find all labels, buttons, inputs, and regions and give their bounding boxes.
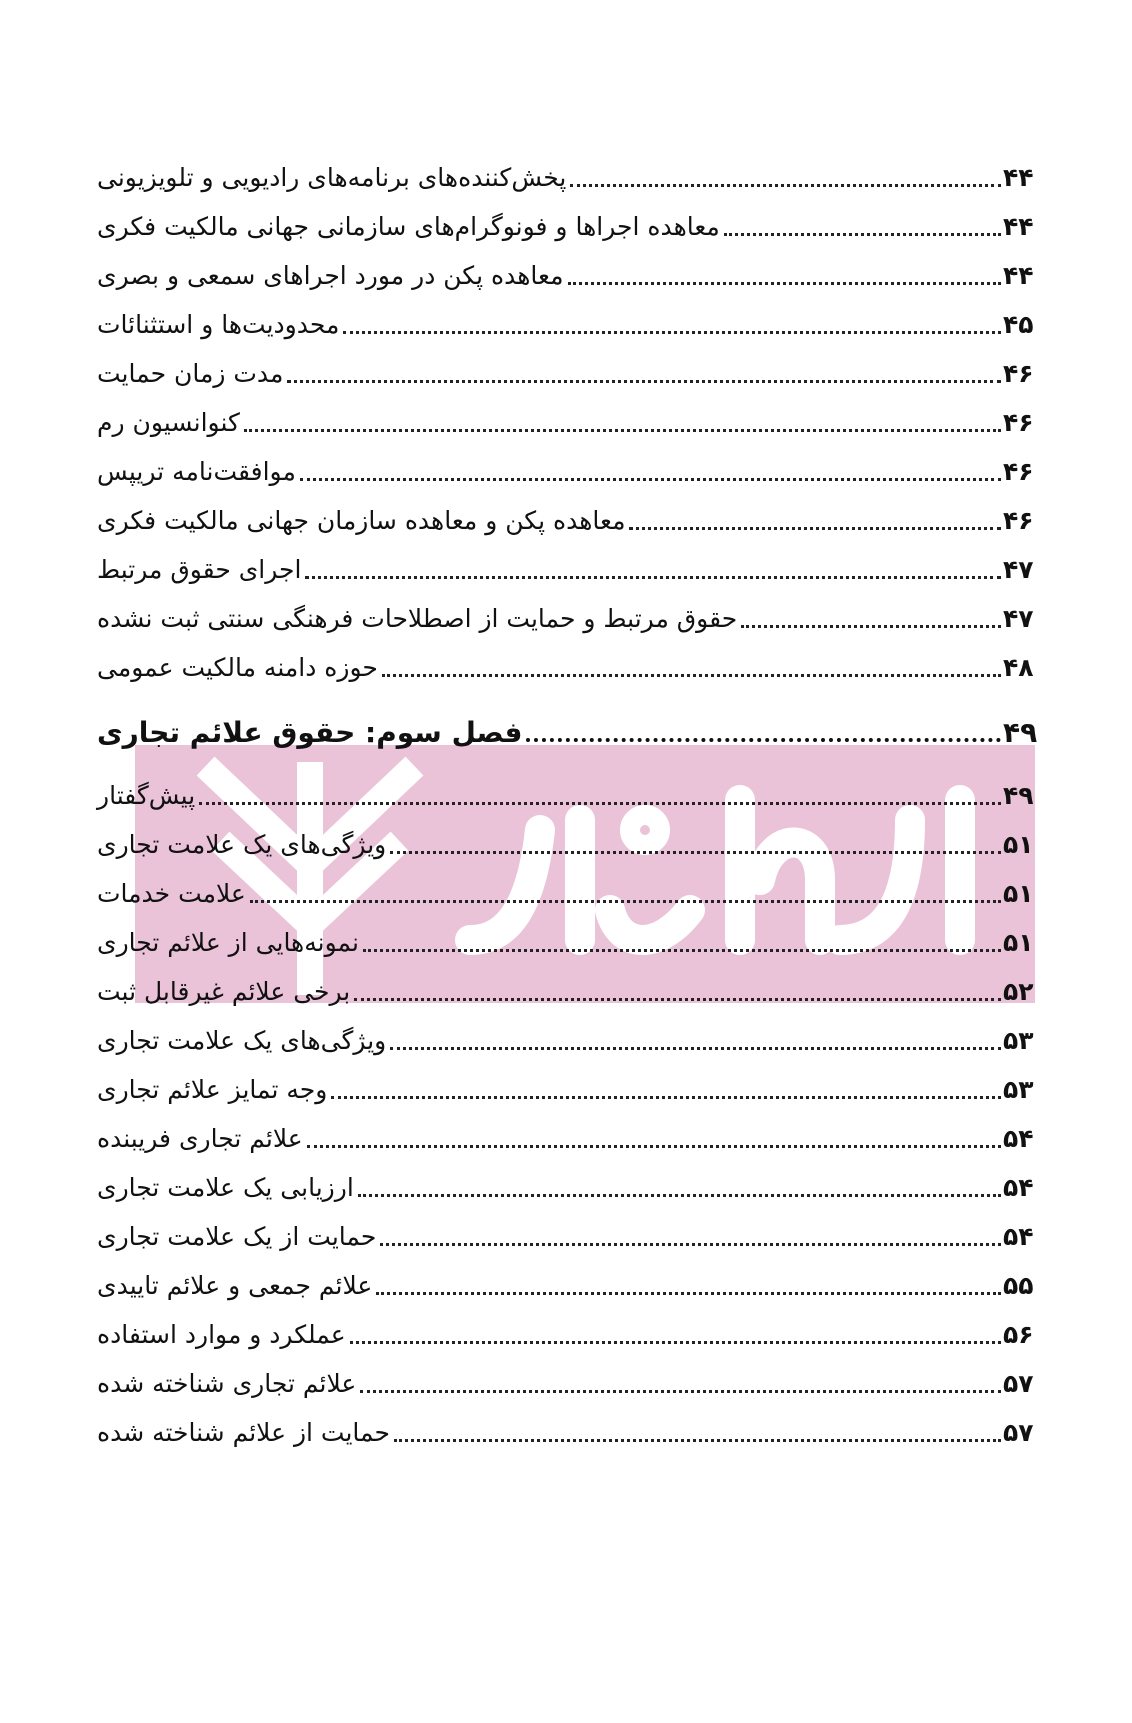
page-number: ۴۷: [1003, 555, 1034, 584]
dot-leader: [307, 1144, 1001, 1148]
toc-entry-title: عملکرد و موارد استفاده: [97, 1320, 346, 1349]
toc-entry: [95, 1160, 1045, 1204]
toc-entry-title: ارزیابی یک علامت تجاری: [97, 1173, 354, 1202]
toc-entry-title: حوزه دامنه مالکیت عمومی: [97, 653, 378, 682]
toc-entry-title: علائم جمعی و علائم تاییدی: [97, 1271, 373, 1300]
toc-entry-title: معاهده پکن و معاهده سازمان جهانی مالکیت فکری: [97, 506, 626, 535]
toc-entry-title: ویژگی‌های یک علامت تجاری: [97, 1026, 387, 1055]
dot-leader: [380, 1242, 1001, 1246]
toc-entry-title: حمایت از علائم شناخته شده: [97, 1418, 390, 1447]
toc-entry: [95, 1405, 1045, 1449]
toc-entry-title: حمایت از یک علامت تجاری: [97, 1222, 377, 1251]
page-number: ۵۱: [1003, 928, 1034, 957]
toc-entry: [95, 150, 1045, 194]
toc-entry-title: علامت خدمات: [97, 879, 246, 908]
toc-entry-title: علائم تجاری فریبنده: [97, 1124, 303, 1153]
toc-entry-title: وجه تمایز علائم تجاری: [97, 1075, 328, 1104]
toc-entry: [95, 444, 1045, 488]
page-number: ۴۹: [1003, 781, 1034, 810]
toc-entry: [95, 866, 1045, 910]
toc-entry-title: کنوانسیون رم: [97, 408, 240, 437]
dot-leader: [570, 183, 1001, 187]
dot-leader: [724, 232, 1001, 236]
page-number: ۵۴: [1003, 1173, 1034, 1202]
dot-leader: [568, 281, 1002, 285]
toc-entry-title: پخش‌کننده‌های برنامه‌های رادیویی و تلویزیونی: [97, 163, 567, 192]
page-number: ۴۹: [1003, 716, 1038, 749]
toc-entry-title: پیش‌گفتار: [97, 781, 196, 810]
toc-entry: [95, 297, 1045, 341]
dot-leader: [629, 526, 1001, 530]
toc-entry: [95, 1209, 1045, 1253]
toc-entry-title: علائم تجاری شناخته شده: [97, 1369, 357, 1398]
toc-entry: [95, 1013, 1045, 1057]
dot-leader: [390, 850, 1001, 854]
toc-entry: [95, 542, 1045, 586]
page-number: ۴۷: [1003, 604, 1034, 633]
page-number: ۵۴: [1003, 1124, 1034, 1153]
dot-leader: [394, 1438, 1001, 1442]
toc-entry: [95, 591, 1045, 635]
page-number: ۵۱: [1003, 879, 1034, 908]
page-number: ۴۶: [1003, 359, 1034, 388]
toc-entry: [95, 1258, 1045, 1302]
dot-leader: [360, 1389, 1001, 1393]
page-number: ۴۴: [1003, 261, 1034, 290]
toc-entry: [95, 1356, 1045, 1400]
page-number: ۵۶: [1003, 1320, 1034, 1349]
dot-leader: [363, 948, 1001, 952]
toc-entry-title: اجرای حقوق مرتبط: [97, 555, 302, 584]
dot-leader: [244, 428, 1001, 432]
toc-entry: [95, 493, 1045, 537]
page-number: ۵۳: [1003, 1026, 1034, 1055]
page-number: ۵۴: [1003, 1222, 1034, 1251]
toc-entry: [95, 768, 1045, 812]
chapter-heading: [95, 705, 1045, 749]
toc-entry-title: برخی علائم غیرقابل ثبت: [97, 977, 351, 1006]
page-number: ۵۳: [1003, 1075, 1034, 1104]
dot-leader: [331, 1095, 1001, 1099]
dot-leader: [343, 330, 1001, 334]
toc-entry: [95, 248, 1045, 292]
dot-leader: [350, 1340, 1001, 1344]
dot-leader: [287, 379, 1001, 383]
toc-entry: [95, 915, 1045, 959]
toc-entry: [95, 817, 1045, 861]
dot-leader: [376, 1291, 1001, 1295]
page-number: ۴۶: [1003, 457, 1034, 486]
dot-leader: [354, 997, 1001, 1001]
page-number: ۴۶: [1003, 408, 1034, 437]
page-number: ۴۴: [1003, 163, 1034, 192]
page-number: ۴۸: [1003, 653, 1034, 682]
toc-entry: [95, 1307, 1045, 1351]
page-number: ۵۷: [1003, 1369, 1034, 1398]
page-number: ۵۱: [1003, 830, 1034, 859]
toc-entry-title: موافقت‌نامه تریپس: [97, 457, 296, 486]
dot-leader: [382, 673, 1001, 677]
dot-leader: [741, 624, 1001, 628]
page-number: ۵۵: [1003, 1271, 1034, 1300]
toc-entry: [95, 640, 1045, 684]
page-number: ۴۶: [1003, 506, 1034, 535]
dot-leader: [526, 737, 1001, 742]
dot-leader: [300, 477, 1001, 481]
toc-entry: [95, 964, 1045, 1008]
dot-leader: [250, 899, 1001, 903]
toc-entry-title: حقوق مرتبط و حمایت از اصطلاحات فرهنگی سنتی ثبت نشده: [97, 604, 738, 633]
toc-entry-title: محدودیت‌ها و استثنائات: [97, 310, 340, 339]
toc-entry: [95, 1062, 1045, 1106]
dot-leader: [358, 1193, 1001, 1197]
dot-leader: [199, 801, 1001, 805]
dot-leader: [305, 575, 1001, 579]
toc-entry-title: مدت زمان حمایت: [97, 359, 284, 388]
toc-entry-title: معاهده اجراها و فونوگرام‌های سازمانی جهانی مالکیت فکری: [97, 212, 720, 241]
toc-entry: [95, 1111, 1045, 1155]
toc-entry: [95, 199, 1045, 243]
toc-entry-title: معاهده پکن در مورد اجراهای سمعی و بصری: [97, 261, 564, 290]
page-number: ۵۲: [1003, 977, 1034, 1006]
toc-entry: [95, 346, 1045, 390]
page-number: ۵۷: [1003, 1418, 1034, 1447]
toc-entry-title: نمونه‌هایی از علائم تجاری: [97, 928, 359, 957]
page-number: ۴۴: [1003, 212, 1034, 241]
toc-entry: [95, 395, 1045, 439]
dot-leader: [390, 1046, 1001, 1050]
chapter-title: فصل سوم: حقوق علائم تجاری: [97, 716, 523, 749]
toc-entry-title: ویژگی‌های یک علامت تجاری: [97, 830, 387, 859]
page-number: ۴۵: [1003, 310, 1034, 339]
